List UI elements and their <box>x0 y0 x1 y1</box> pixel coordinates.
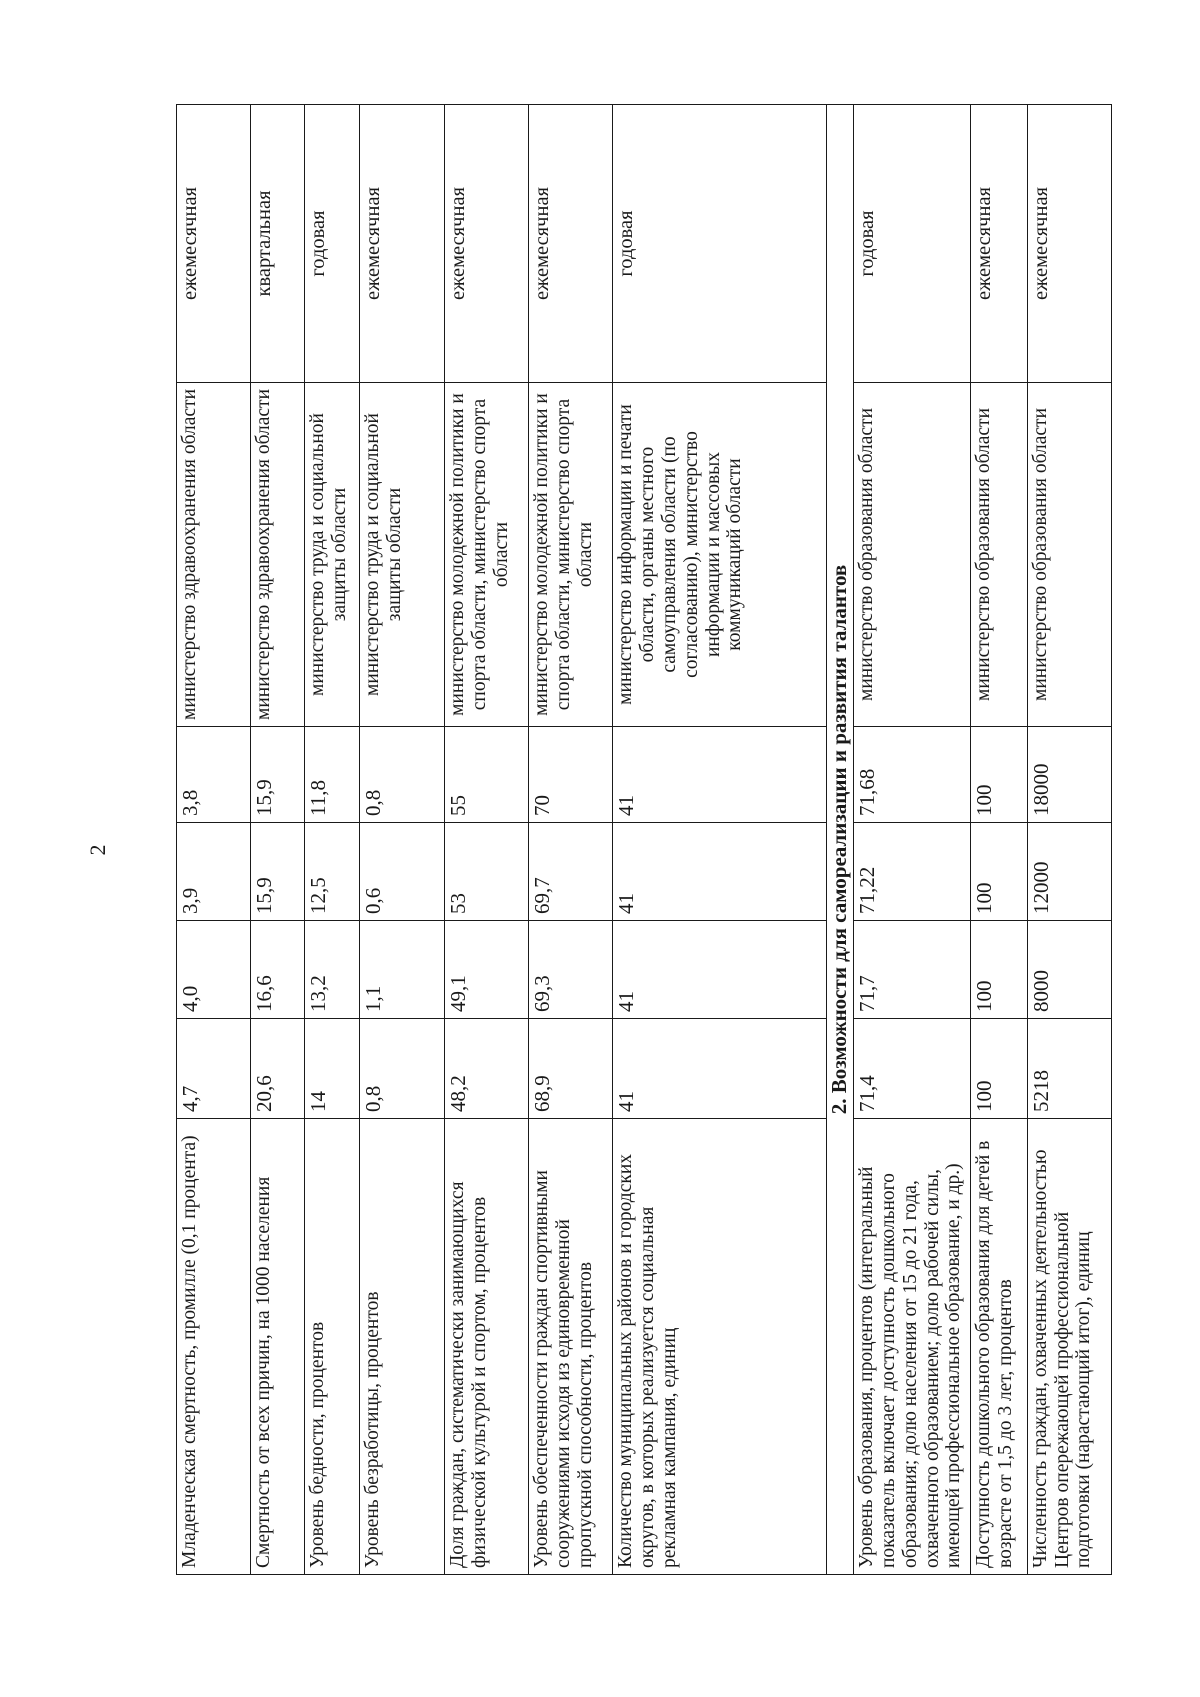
section-row <box>826 105 853 1575</box>
indicator-cell: Уровень образования, процентов (интегральный показатель включает доступность дошкольного образования; долю населения от 15 до 21 года, охваченного образованием; долю рабочей силы, имеющей профессиональное образование, и др.) <box>854 1119 971 1575</box>
responsible-cell: министерство молодежной политики и спорта области, министерство спорта области <box>529 383 613 727</box>
value-cell: 12000 <box>1027 823 1111 921</box>
responsible-cell: министерство труда и социальной защиты области <box>305 383 359 727</box>
value-cell: 100 <box>971 727 1027 823</box>
value-cell: 1,1 <box>359 921 444 1019</box>
frequency-cell: ежемесячная <box>529 105 613 383</box>
indicator-cell: Уровень обеспеченности граждан спортивными сооружениями исходя из единовременной пропускной способности, процентов <box>529 1119 613 1575</box>
table-row <box>444 105 528 1575</box>
value-cell: 0,6 <box>359 823 444 921</box>
value-cell: 41 <box>613 1019 827 1119</box>
value-cell: 20,6 <box>250 1019 304 1119</box>
responsible-cell: министерство образования области <box>971 383 1027 727</box>
value-cell: 5218 <box>1027 1019 1111 1119</box>
value-cell: 55 <box>444 727 528 823</box>
frequency-cell: годовая <box>854 105 971 383</box>
frequency-cell: квартальная <box>250 105 304 383</box>
value-cell: 69,7 <box>529 823 613 921</box>
value-cell: 71,7 <box>854 921 971 1019</box>
table-row <box>359 105 444 1575</box>
responsible-cell: министерство образования области <box>1027 383 1111 727</box>
value-cell: 69,3 <box>529 921 613 1019</box>
value-cell: 0,8 <box>359 1019 444 1119</box>
value-cell: 41 <box>613 921 827 1019</box>
value-cell: 71,68 <box>854 727 971 823</box>
value-cell: 49,1 <box>444 921 528 1019</box>
indicator-cell: Количество муниципальных районов и городских округов, в которых реализуется социальная рекламная кампания, единиц <box>613 1119 827 1575</box>
table-row <box>305 105 359 1575</box>
indicator-cell: Уровень безработицы, процентов <box>359 1119 444 1575</box>
responsible-cell: министерство труда и социальной защиты области <box>359 383 444 727</box>
indicator-cell: Младенческая смертность, промилле (0,1 процента) <box>177 1119 251 1575</box>
value-cell: 4,7 <box>177 1019 251 1119</box>
frequency-cell: ежемесячная <box>1027 105 1111 383</box>
value-cell: 100 <box>971 1019 1027 1119</box>
frequency-cell: ежемесячная <box>971 105 1027 383</box>
indicator-cell: Смертность от всех причин, на 1000 населения <box>250 1119 304 1575</box>
value-cell: 15,9 <box>250 823 304 921</box>
value-cell: 3,9 <box>177 823 251 921</box>
value-cell: 4,0 <box>177 921 251 1019</box>
indicator-cell: Доступность дошкольного образования для детей в возрасте от 1,5 до 3 лет, процентов <box>971 1119 1027 1575</box>
section-title: 2. Возможности для самореализации и развития талантов <box>826 105 853 1575</box>
frequency-cell: ежемесячная <box>177 105 251 383</box>
value-cell: 100 <box>971 823 1027 921</box>
responsible-cell: министерство информации и печати области, органы местного самоуправления области (по согласованию), министерство информации и массовых коммуникаций области <box>613 383 827 727</box>
value-cell: 0,8 <box>359 727 444 823</box>
frequency-cell: годовая <box>613 105 827 383</box>
value-cell: 3,8 <box>177 727 251 823</box>
value-cell: 68,9 <box>529 1019 613 1119</box>
value-cell: 13,2 <box>305 921 359 1019</box>
value-cell: 15,9 <box>250 727 304 823</box>
value-cell: 100 <box>971 921 1027 1019</box>
value-cell: 14 <box>305 1019 359 1119</box>
frequency-cell: ежемесячная <box>359 105 444 383</box>
value-cell: 71,4 <box>854 1019 971 1119</box>
value-cell: 48,2 <box>444 1019 528 1119</box>
responsible-cell: министерство молодежной политики и спорта области, министерство спорта области <box>444 383 528 727</box>
value-cell: 53 <box>444 823 528 921</box>
value-cell: 70 <box>529 727 613 823</box>
frequency-cell: годовая <box>305 105 359 383</box>
value-cell: 11,8 <box>305 727 359 823</box>
value-cell: 16,6 <box>250 921 304 1019</box>
value-cell: 8000 <box>1027 921 1111 1019</box>
rotated-table-container <box>176 105 1112 1575</box>
frequency-cell: ежемесячная <box>444 105 528 383</box>
table-row <box>854 105 971 1575</box>
page-number: 2 <box>85 844 110 856</box>
value-cell: 41 <box>613 823 827 921</box>
table-row <box>177 105 251 1575</box>
indicator-cell: Уровень бедности, процентов <box>305 1119 359 1575</box>
value-cell: 71,22 <box>854 823 971 921</box>
table-row <box>250 105 304 1575</box>
table-row <box>613 105 827 1575</box>
indicator-cell: Численность граждан, охваченных деятельностью Центров опережающей профессиональной подготовки (нарастающий итог), единиц <box>1027 1119 1111 1575</box>
indicators-table <box>176 104 1112 1575</box>
value-cell: 18000 <box>1027 727 1111 823</box>
table-row <box>971 105 1027 1575</box>
responsible-cell: министерство здравоохранения области <box>250 383 304 727</box>
responsible-cell: министерство здравоохранения области <box>177 383 251 727</box>
table-row <box>1027 105 1111 1575</box>
value-cell: 41 <box>613 727 827 823</box>
value-cell: 12,5 <box>305 823 359 921</box>
indicator-cell: Доля граждан, систематически занимающихся физической культурой и спортом, процентов <box>444 1119 528 1575</box>
table-row <box>529 105 613 1575</box>
responsible-cell: министерство образования области <box>854 383 971 727</box>
